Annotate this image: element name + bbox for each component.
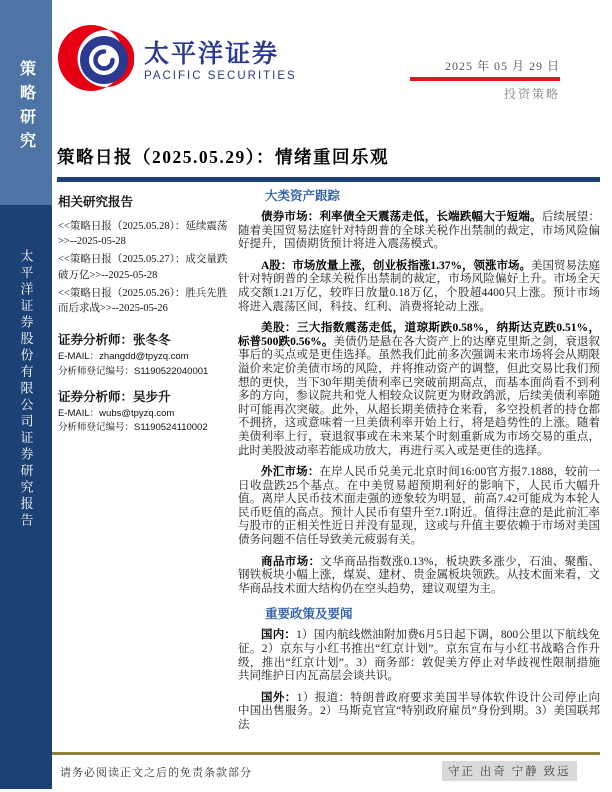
sidebar-bottom-band bbox=[0, 205, 52, 789]
report-date: 2025 年 05 月 29 日 bbox=[444, 59, 560, 73]
paragraph-lead: 国内： bbox=[261, 629, 297, 642]
paragraph-us-stocks bbox=[238, 322, 600, 458]
paragraph-lead: A股：市场放量上涨，创业板指涨1.37%，领涨市场。 bbox=[261, 259, 531, 272]
paragraph-lead: 商品市场： bbox=[261, 555, 321, 568]
related-report-link[interactable]: <<策略日报（2025.05.26）：胜兵先胜而后求战>>--2025-05-26 bbox=[58, 287, 228, 315]
related-report-link[interactable]: <<策略日报（2025.05.28）：延续震荡>>--2025-05-28 bbox=[58, 221, 228, 248]
analyst-name: 证券分析师：吴步升 bbox=[58, 389, 171, 404]
paragraph-lead: 债券市场：利率债全天震荡走低，长端跌幅大于短端。 bbox=[261, 211, 542, 223]
paragraph-body: 1）报道：特朗普政府要求美国半导体软件设计公司停止向中国出售服务。2）马斯克官宣“特别政府雇员”身份到期。3）美国联邦法 bbox=[238, 691, 601, 731]
page-title: 策略日报（2025.05.29）：情绪重回乐观 bbox=[57, 147, 389, 167]
red-divider bbox=[410, 77, 560, 81]
paragraph-body: 文华商品指数涨0.13%，板块跌多涨少，石油、聚酯、钢铁板块小幅上涨，煤炭、建材、贵金属板块领跌。从技术面来看，文华商品技术面大结构仍在空头趋势，建议观望为主。 bbox=[238, 555, 601, 595]
report-category: 投资策略 bbox=[503, 86, 560, 101]
paragraph-body: 在岸人民币兑美元北京时间16:00官方报7.1888，较前一日收盘跌25个基点。在中美贸易超预期利好的影响下，人民币大幅升值。离岸人民币技术面走强的迹象较为明显，前高7.42可能成为本轮人民币贬值的高点。预计人民币有望升至7.1附近。值得注意的是此前汇率与股市的正相关性近日并没有显现，这或与升值主要依赖于市场对美国债务问题不信任导致美元疲弱有关。 bbox=[238, 466, 601, 547]
left-panel bbox=[58, 192, 230, 436]
paragraph-a-shares bbox=[238, 260, 600, 314]
paragraph-overseas-news bbox=[238, 692, 600, 733]
paragraph-fx-market bbox=[238, 466, 600, 548]
logo-wordmark bbox=[144, 41, 297, 82]
sidebar-company-label: 太平洋证券股份有限公司证券研究报告 bbox=[18, 249, 34, 530]
related-report-link[interactable]: <<策略日报（2025.05.27）：成交量跌破万亿>>--2025-05-28 bbox=[58, 254, 228, 281]
paragraph-domestic-news bbox=[238, 629, 600, 683]
paragraph-body: 美国贸易法庭针对特朗普的全球关税作出禁制的裁定，市场风险偏好上升。市场全天成交额1.21万亿，较昨日放量0.18万亿，个股超4400只上涨。预计市场将进入震荡区间，科技、红利、消费将轮动上涨。 bbox=[238, 259, 600, 313]
analyst-email: E-MAIL：wubs@tpyzq.com bbox=[58, 407, 175, 419]
analyst-name: 证券分析师：张冬冬 bbox=[58, 333, 171, 348]
section-heading-assets: 大类资产跟踪 bbox=[265, 189, 341, 203]
header-meta bbox=[410, 57, 560, 102]
analyst-registration: 分析师登记编号：S1190524110002 bbox=[58, 422, 208, 434]
paragraph-body: 1）国内航线燃油附加费6月5日起下调，800公里以下航线免征。2）京东与小红书推出“红京计划”。京东宣布与小红书战略合作升级，推出“红京计划”。3）商务部：敦促美方停止对华歧视性限制措施 共同维护日内瓦高层会谈共识。 bbox=[238, 629, 601, 683]
related-reports-heading: 相关研究报告 bbox=[58, 195, 134, 209]
paragraph-lead: 外汇市场： bbox=[261, 466, 320, 479]
pacific-securities-logo-icon bbox=[58, 18, 134, 105]
company-logo bbox=[58, 18, 297, 105]
logo-chinese-name: 太平洋证券 bbox=[144, 41, 280, 69]
analysts-block bbox=[58, 330, 230, 436]
section-heading-policy: 重要政策及要闻 bbox=[265, 607, 353, 622]
paragraph-body: 后续展望：随着美国贸易法庭针对特朗普的全球关税作出禁制的裁定，市场风险偏好提升，国债期货预计将进入震荡模式。 bbox=[238, 211, 601, 251]
footer-disclaimer: 请务必阅读正文之后的免责条款部分 bbox=[60, 767, 252, 779]
analyst-registration: 分析师登记编号：S1190522040001 bbox=[58, 366, 209, 378]
paragraph-lead: 美股：三大指数震荡走低，道琼斯跌0.58%，纳斯达克跌0.51%，标普500跌0.56%。 bbox=[238, 322, 600, 348]
footer-motto: 守正 出奇 宁静 致远 bbox=[442, 761, 577, 781]
logo-english-name: PACIFIC SECURITIES bbox=[144, 69, 297, 82]
paragraph-lead: 国外： bbox=[261, 691, 297, 704]
main-content bbox=[238, 186, 600, 741]
paragraph-commodity-market bbox=[238, 556, 600, 597]
footer-divider bbox=[52, 752, 600, 755]
paragraph-bond-market bbox=[238, 211, 600, 252]
paragraph-body: 美债仍是悬在各大资产上的达摩克里斯之剑，衰退叙事后的买点或是更佳选择。虽然我们此前多次强调未来市场将会从期限溢价来定价美债市场的风险，并将推动资产的调整，但此交易比我们预想的更快，当下30年期美债利率已突破前期高点，而基本面尚看不到利多的方向，参议院共和党人相较众议院更为财政鸽派，后续美债利率随时可能再次突破。此外，从超长期美债持仓来看，多空投机者的持仓都不拥挤，这或意味着一旦美债利率开始上行，将是趋势性的上涨。随着美债利率上行，衰退叙事或在未来某个时刻重新成为市场交易的重点，此时美股波动率若能成功放大，再进行买入或是更佳的选择。 bbox=[238, 335, 600, 457]
sidebar-category-label: 策略研究 bbox=[17, 60, 35, 156]
title-divider bbox=[57, 177, 600, 182]
sidebar-top-band bbox=[0, 0, 52, 205]
analyst-email: E-MAIL：zhangdd@tpyzq.com bbox=[58, 351, 189, 363]
